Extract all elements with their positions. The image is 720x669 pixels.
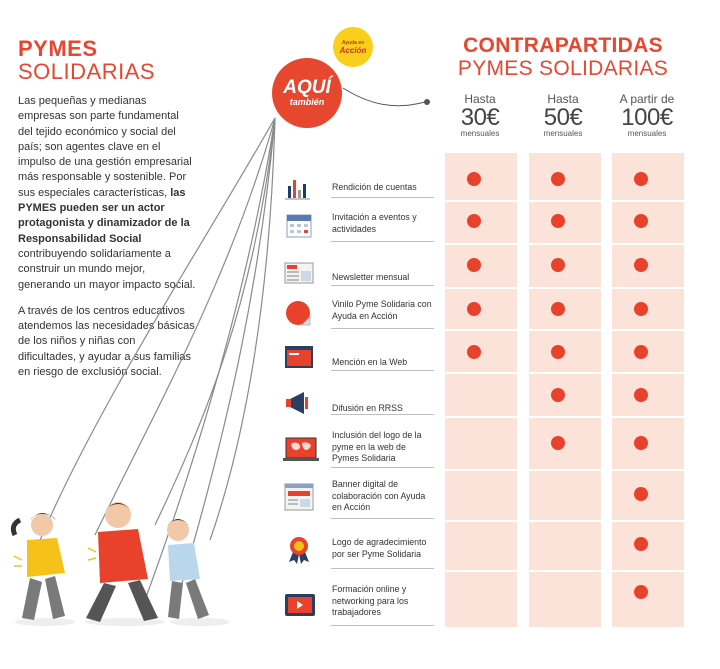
laptop-map-icon: [282, 435, 320, 465]
row-divider: [331, 625, 434, 626]
tier-header-100: [609, 93, 685, 138]
benefit-dot: [634, 258, 648, 272]
benefit-dot: [634, 585, 648, 599]
benefit-label: Newsletter mensual: [332, 272, 410, 282]
sticker-icon: [282, 298, 316, 328]
right-title-bold: CONTRAPARTIDAS: [463, 34, 663, 57]
right-title: [443, 35, 683, 80]
benefit-dot: [467, 345, 481, 359]
intro-paragraph-1: [18, 94, 196, 293]
row-separator: [445, 570, 685, 572]
aqui-tambien-logo: [272, 58, 342, 128]
tier-pre: Hasta: [547, 92, 579, 106]
benefit-dot: [634, 537, 648, 551]
row-divider: [331, 285, 434, 286]
benefit-label: Rendición de cuentas: [332, 182, 417, 192]
row-divider: [331, 568, 434, 569]
row-separator: [445, 416, 685, 418]
ayuda-en-accion-logo: [333, 27, 373, 67]
left-title-bold: PYMES: [18, 36, 98, 61]
row-divider: [331, 328, 434, 329]
benefit-dot: [634, 172, 648, 186]
row-separator: [445, 372, 685, 374]
ayuda-logo-line1: Ayuda en: [341, 40, 365, 46]
intro-p1-a: Las pequeñas y medianas empresas son parte fundamental del tejido económico y social del país; son agentes clave en el impulso de una gestión empresarial más responsable y sostenible. Por sus especiales características,: [18, 95, 192, 199]
benefit-dot: [551, 436, 565, 450]
benefit-dot: [551, 172, 565, 186]
row-separator: [445, 469, 685, 471]
girl-figure: [13, 513, 75, 626]
calendar-icon: [282, 210, 316, 240]
aqui-logo-big: AQUÍ: [283, 77, 331, 98]
tier-unit: mensuales: [627, 129, 667, 138]
newsletter-icon: [282, 258, 316, 288]
benefit-dot: [634, 214, 648, 228]
benefit-label: Banner digital de colaboración con Ayuda en Acción: [332, 479, 426, 512]
tier-header-50: [525, 93, 601, 138]
intro-text: [18, 94, 196, 391]
row-separator: [445, 520, 685, 522]
banner-icon: [282, 482, 316, 512]
benefit-label: Invitación a eventos y actividades: [332, 212, 417, 234]
megaphone-icon: [282, 388, 316, 418]
tier-pre: Hasta: [464, 92, 496, 106]
aqui-logo-small: también: [289, 97, 325, 107]
tier-pre: A partir de: [619, 92, 675, 106]
benefit-label: Mención en la Web: [332, 357, 408, 367]
row-separator: [445, 200, 685, 202]
tier-header-30: [442, 93, 518, 138]
medal-icon: [282, 534, 316, 564]
row-separator: [445, 329, 685, 331]
benefit-dot: [467, 214, 481, 228]
benefit-dot: [551, 345, 565, 359]
tier-unit: mensuales: [543, 129, 583, 138]
boy-figure: [167, 519, 230, 626]
tier-unit: mensuales: [460, 129, 500, 138]
man-figure: [85, 502, 165, 626]
left-title: [18, 38, 155, 84]
web-icon: [282, 342, 316, 372]
intro-p1-c: contribuyendo solidariamente a construir un mundo mejor, generando un mayor impacto social.: [18, 247, 196, 291]
chart-icon: [282, 172, 316, 202]
ayuda-logo-line2: Acción: [339, 46, 367, 55]
tier-column-100: [612, 153, 684, 627]
benefit-label: Formación online y networking para los trabajadores: [332, 584, 409, 617]
intro-p1-bold: las PYMES pueden ser un actor protagonista y dinamizador de la Responsabilidad Social: [18, 186, 190, 245]
row-divider: [331, 414, 434, 415]
benefit-dot: [634, 487, 648, 501]
benefit-dot: [551, 302, 565, 316]
left-title-light: SOLIDARIAS: [18, 59, 156, 84]
benefit-dot: [467, 302, 481, 316]
tier-column-50: [529, 153, 601, 627]
right-title-light: PYMES SOLIDARIAS: [457, 57, 669, 80]
row-separator: [445, 287, 685, 289]
benefit-dot: [551, 258, 565, 272]
intro-paragraph-2: A través de los centros educativos atendemos las necesidades básicas de los niños y niñas con dificultades, y ayudar a sus familias en riesgo de exclusión social.: [18, 304, 195, 379]
benefit-dot: [634, 302, 648, 316]
benefit-dot: [634, 388, 648, 402]
tier-amount: 50€: [543, 104, 583, 131]
benefit-label: Vinilo Pyme Solidaria con Ayuda en Acción: [332, 299, 432, 321]
row-divider: [331, 197, 434, 198]
benefit-dot: [467, 258, 481, 272]
benefit-dot: [551, 214, 565, 228]
benefit-dot: [467, 172, 481, 186]
video-icon: [282, 591, 318, 621]
benefit-label: Difusión en RRSS: [332, 403, 403, 413]
benefit-dot: [634, 345, 648, 359]
benefit-label: Inclusión del logo de la pyme en la web de Pymes Solidaria: [332, 430, 422, 463]
tier-column-30: [445, 153, 517, 627]
row-divider: [331, 370, 434, 371]
row-separator: [445, 243, 685, 245]
row-divider: [331, 518, 434, 519]
benefit-dot: [551, 388, 565, 402]
row-divider: [331, 241, 434, 242]
benefit-dot: [634, 436, 648, 450]
tier-amount: 100€: [621, 104, 673, 131]
benefit-label: Logo de agradecimiento por ser Pyme Solidaria: [332, 537, 427, 559]
tier-amount: 30€: [460, 104, 500, 131]
row-divider: [331, 467, 434, 468]
